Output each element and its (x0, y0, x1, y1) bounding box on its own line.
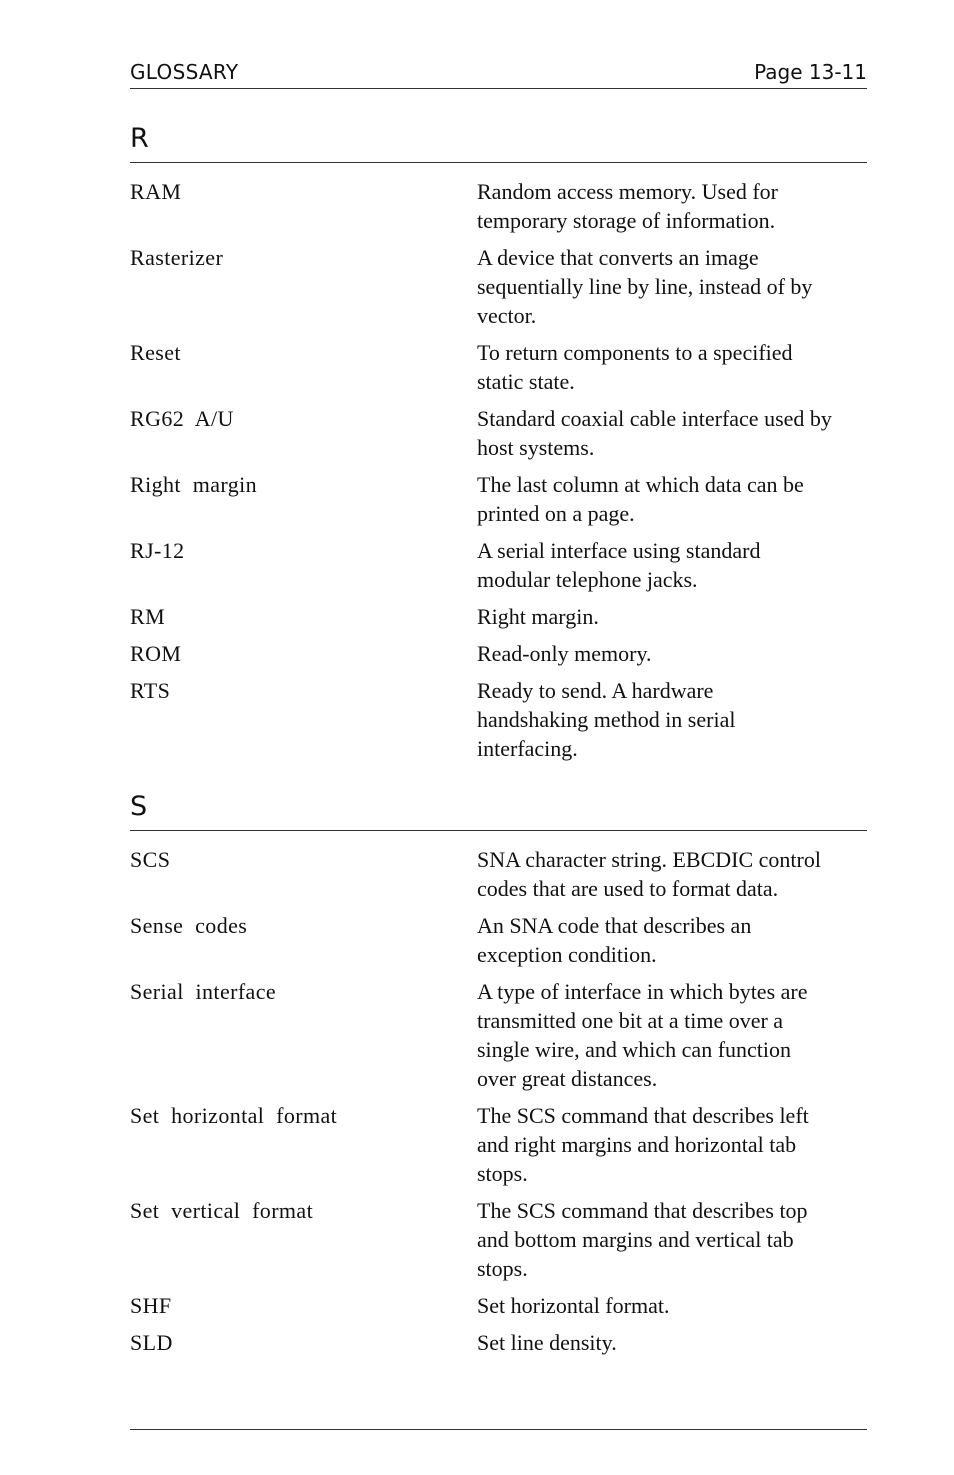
glossary-entries (130, 177, 867, 763)
glossary-entry (130, 977, 867, 1093)
glossary-entry (130, 911, 867, 969)
glossary-term: SLD (130, 1330, 173, 1355)
glossary-entry (130, 845, 867, 903)
glossary-definition: To return components to a specified static state. (477, 340, 793, 394)
glossary-entries (130, 845, 867, 1357)
glossary-entry (130, 177, 867, 235)
glossary-page (130, 0, 867, 1475)
page-header (130, 58, 867, 89)
glossary-definition: A type of interface in which bytes are transmitted one bit at a time over a single wire, and which can function over great distances. (477, 979, 808, 1091)
glossary-definition: Ready to send. A hardware handshaking method in serial interfacing. (477, 678, 736, 761)
glossary-entry (130, 1291, 867, 1320)
glossary-definition: A serial interface using standard modular telephone jacks. (477, 538, 761, 592)
glossary-definition: Standard coaxial cable interface used by host systems. (477, 406, 832, 460)
glossary-definition: The SCS command that describes left and right margins and horizontal tab stops. (477, 1103, 809, 1186)
glossary-definition: The SCS command that describes top and bottom margins and vertical tab stops. (477, 1198, 808, 1281)
glossary-term: RJ-12 (130, 538, 185, 563)
glossary-entry (130, 338, 867, 396)
section-r (130, 122, 867, 771)
section-letter: S (130, 790, 867, 831)
glossary-term: SCS (130, 847, 171, 872)
glossary-entry (130, 1101, 867, 1188)
glossary-term: RG62 A/U (130, 406, 234, 431)
glossary-definition: A device that converts an image sequentially line by line, instead of by vector. (477, 245, 813, 328)
glossary-term: Set horizontal format (130, 1103, 338, 1128)
section-s (130, 790, 867, 1365)
glossary-entry (130, 243, 867, 330)
glossary-definition: Set line density. (477, 1330, 617, 1355)
glossary-entry (130, 1196, 867, 1283)
glossary-definition: The last column at which data can be printed on a page. (477, 472, 804, 526)
page-number: Page 13-11 (754, 60, 867, 84)
glossary-term: Set vertical format (130, 1198, 314, 1223)
glossary-term: SHF (130, 1293, 172, 1318)
glossary-entry (130, 602, 867, 631)
glossary-term: Rasterizer (130, 245, 224, 270)
glossary-entry (130, 536, 867, 594)
glossary-term: ROM (130, 641, 182, 666)
glossary-entry (130, 1328, 867, 1357)
glossary-entry (130, 404, 867, 462)
footer-rule (130, 1429, 867, 1430)
glossary-definition: Random access memory. Used for temporary storage of information. (477, 179, 778, 233)
glossary-definition: SNA character string. EBCDIC control codes that are used to format data. (477, 847, 821, 901)
glossary-definition: An SNA code that describes an exception condition. (477, 913, 752, 967)
header-title: GLOSSARY (130, 60, 239, 84)
glossary-entry (130, 639, 867, 668)
glossary-term: RTS (130, 678, 171, 703)
glossary-entry (130, 470, 867, 528)
glossary-definition: Read-only memory. (477, 641, 652, 666)
glossary-entry (130, 676, 867, 763)
section-letter: R (130, 122, 867, 163)
glossary-term: RM (130, 604, 166, 629)
glossary-term: Reset (130, 340, 181, 365)
glossary-definition: Set horizontal format. (477, 1293, 670, 1318)
glossary-term: RAM (130, 179, 182, 204)
glossary-definition: Right margin. (477, 604, 599, 629)
glossary-term: Right margin (130, 472, 258, 497)
glossary-term: Sense codes (130, 913, 248, 938)
glossary-term: Serial interface (130, 979, 277, 1004)
